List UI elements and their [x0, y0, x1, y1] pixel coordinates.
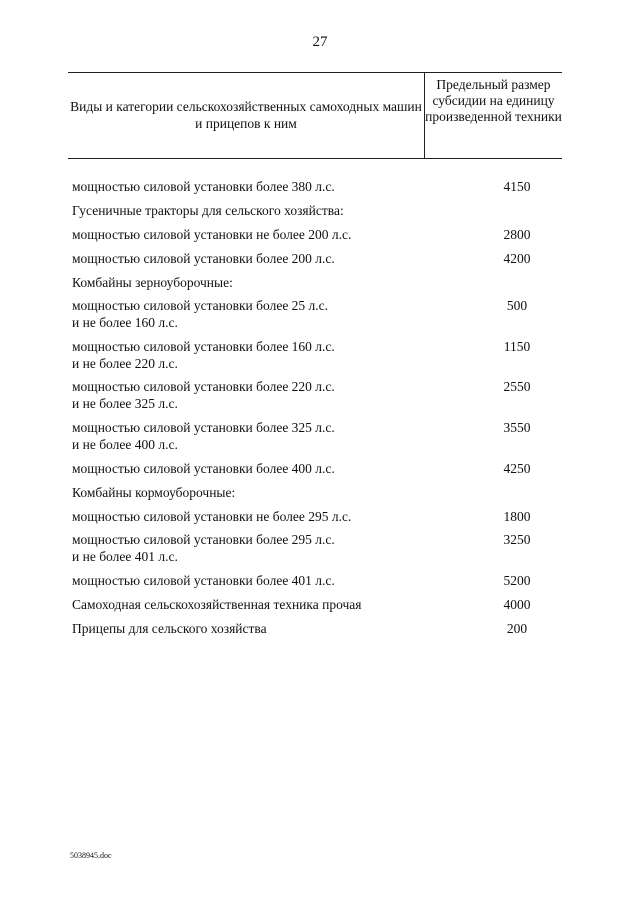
row-label: мощностью силовой установки более 295 л.с. и не более 401 л.с. [72, 532, 335, 564]
row-value: 2800 [503, 227, 531, 242]
row-label: мощностью силовой установки более 380 л.с. [72, 179, 335, 194]
row-value: 1800 [503, 509, 531, 524]
column-header-subsidy: Предельный размер субсидии на единицу произведенной техники [425, 77, 562, 124]
row-label: мощностью силовой установки более 200 л.с. [72, 251, 335, 266]
row-label: Прицепы для сельского хозяйства [72, 621, 267, 636]
row-value: 2550 [503, 379, 531, 394]
row-value: 200 [506, 621, 528, 636]
row-label: Комбайны кормоуборочные: [72, 485, 236, 500]
row-value: 4150 [503, 179, 531, 194]
row-value: 3550 [503, 420, 531, 435]
row-label: мощностью силовой установки более 325 л.с. и не более 400 л.с. [72, 420, 335, 452]
row-label: Комбайны зерноуборочные: [72, 275, 233, 290]
row-label: мощностью силовой установки более 220 л.с. и не более 325 л.с. [72, 379, 335, 411]
row-label: Гусеничные тракторы для сельского хозяйства: [72, 203, 344, 218]
row-value: 4000 [503, 597, 531, 612]
row-label: мощностью силовой установки более 160 л.с. и не более 220 л.с. [72, 339, 335, 371]
row-value: 1150 [503, 339, 531, 354]
document-filename: 5038945.doc [70, 851, 112, 860]
row-label: Самоходная сельскохозяйственная техника прочая [72, 597, 362, 612]
page-number: 27 [312, 34, 328, 50]
row-value: 3250 [503, 532, 531, 547]
row-value: 4200 [503, 251, 531, 266]
column-header-category: Виды и категории сельскохозяйственных самоходных машин и прицепов к ним [70, 99, 422, 131]
row-label: мощностью силовой установки более 25 л.с. и не более 160 л.с. [72, 298, 329, 330]
row-label: мощностью силовой установки более 400 л.с. [72, 461, 335, 476]
row-value: 4250 [503, 461, 531, 476]
row-label: мощностью силовой установки более 401 л.с. [72, 573, 335, 588]
table-top-rule [68, 72, 562, 73]
row-value: 500 [506, 298, 528, 313]
row-label: мощностью силовой установки не более 200 л.с. [72, 227, 352, 242]
row-label: мощностью силовой установки не более 295 л.с. [72, 509, 352, 524]
row-value: 5200 [503, 573, 531, 588]
table-header-rule [68, 158, 562, 159]
